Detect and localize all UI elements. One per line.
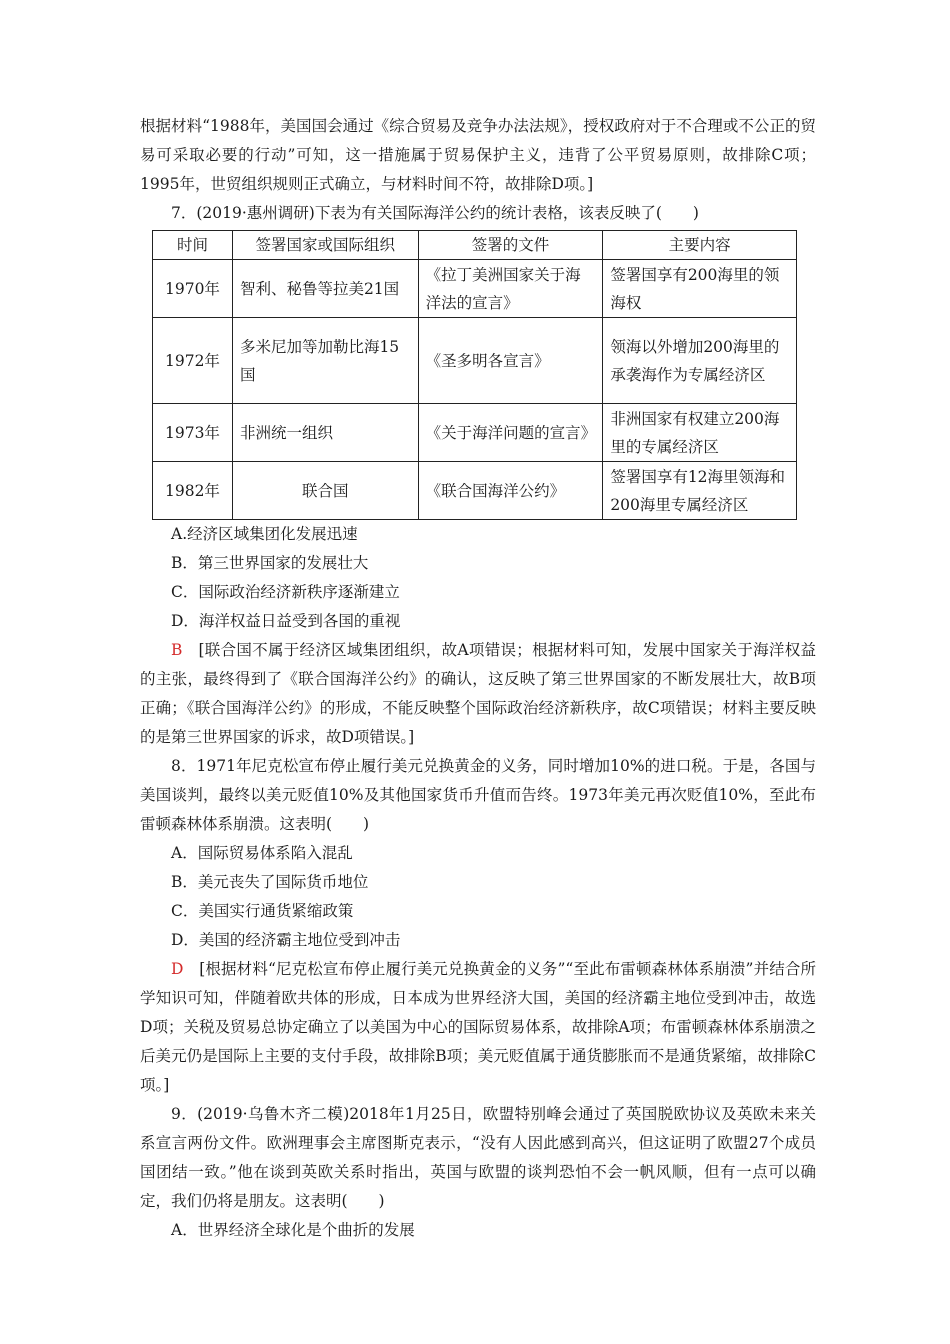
- q7-answer: [140, 636, 816, 752]
- cell-time: 1973年: [153, 404, 233, 462]
- table-row: [153, 260, 797, 318]
- cell-signatory: 多米尼加等加勒比海15国: [232, 318, 418, 404]
- q7-stem: 7．(2019·惠州调研)下表为有关国际海洋公约的统计表格，该表反映了( ): [171, 204, 699, 222]
- cell-signatory: 联合国: [232, 462, 418, 520]
- cell-document: 《圣多明各宣言》: [418, 318, 603, 404]
- cell-content: 领海以外增加200海里的承袭海作为专属经济区: [603, 318, 797, 404]
- cell-time: 1972年: [153, 318, 233, 404]
- q8-explanation: [根据材料“尼克松宣布停止履行美元兑换黄金的义务”“至此布雷顿森林体系崩溃”并结合所学知识可知，伴随着欧共体的形成，日本成为世界经济大国，美国的经济霸主地位受到冲击，故选D项；关税及贸易总协定确立了以美国为中心的国际贸易体系，故排除A项；布雷顿森林体系崩溃之后美元仍是国际上主要的支付手段，故排除B项；美元贬值属于通货膨胀而不是通货紧缩，故排除C项。]: [140, 960, 816, 1094]
- q7-option-d: D．海洋权益日益受到各国的重视: [171, 612, 401, 630]
- q7-option-c: C．国际政治经济新秩序逐渐建立: [171, 583, 400, 601]
- q9-stem: 9．(2019·乌鲁木齐二模)2018年1月25日，欧盟特别峰会通过了英国脱欧协议及英欧未来关系宣言两份文件。欧洲理事会主席图斯克表示，“没有人因此感到高兴，但这证明了欧盟27个成员国团结一致。”他在谈到英欧关系时指出，英国与欧盟的谈判恐怕不会一帆风顺，但有一点可以确定，我们仍将是朋友。这表明( ): [140, 1105, 816, 1210]
- q7-answer-letter: B: [171, 641, 183, 659]
- q9-option-a: A．世界经济全球化是个曲折的发展: [171, 1221, 415, 1239]
- header-time: 时间: [153, 231, 233, 260]
- header-signatory: 签署国家或国际组织: [232, 231, 418, 260]
- table-header-row: [153, 231, 797, 260]
- q8-option-d: D．美国的经济霸主地位受到冲击: [171, 931, 401, 949]
- header-content: 主要内容: [603, 231, 797, 260]
- cell-signatory: 智利、秘鲁等拉美21国: [232, 260, 418, 318]
- ocean-convention-table: [152, 230, 797, 520]
- q7-explanation: [联合国不属于经济区域集团组织，故A项错误；根据材料可知，发展中国家关于海洋权益的主张，最终得到了《联合国海洋公约》的确认，这反映了第三世界国家的不断发展壮大，故B项正确；《联合国海洋公约》的形成，不能反映整个国际政治经济新秩序，故C项错误；材料主要反映的是第三世界国家的诉求，故D项错误。]: [140, 641, 816, 746]
- table-row: [153, 318, 797, 404]
- cell-content: 签署国享有200海里的领海权: [603, 260, 797, 318]
- cell-time: 1982年: [153, 462, 233, 520]
- q7-option-a: A.经济区域集团化发展迅速: [171, 525, 358, 543]
- q7-option-b: B．第三世界国家的发展壮大: [171, 554, 369, 572]
- cell-signatory: 非洲统一组织: [232, 404, 418, 462]
- q8-stem: 8．1971年尼克松宣布停止履行美元兑换黄金的义务，同时增加10%的进口税。于是，各国与美国谈判，最终以美元贬值10%及其他国家货币升值而告终。1973年美元再次贬值10%，至此布雷顿森林体系崩溃。这表明( ): [140, 757, 816, 833]
- document-page: [140, 112, 816, 1245]
- cell-document: 《拉丁美洲国家关于海洋法的宣言》: [418, 260, 603, 318]
- cell-content: 非洲国家有权建立200海里的专属经济区: [603, 404, 797, 462]
- q8-answer: [140, 955, 816, 1100]
- cell-content: 签署国享有12海里领海和200海里专属经济区: [603, 462, 797, 520]
- q8-option-a: A．国际贸易体系陷入混乱: [171, 844, 353, 862]
- cell-document: 《关于海洋问题的宣言》: [418, 404, 603, 462]
- intro-explanation: 根据材料“1988年，美国国会通过《综合贸易及竞争办法法规》，授权政府对于不合理或不公正的贸易可采取必要的行动”可知，这一措施属于贸易保护主义，违背了公平贸易原则，故排除C项；1995年，世贸组织规则正式确立，与材料时间不符，故排除D项。]: [140, 117, 816, 193]
- cell-document: 《联合国海洋公约》: [418, 462, 603, 520]
- table-row: [153, 462, 797, 520]
- q8-answer-letter: D: [171, 960, 184, 978]
- q8-option-b: B．美元丧失了国际货币地位: [171, 873, 369, 891]
- q8-option-c: C．美国实行通货紧缩政策: [171, 902, 354, 920]
- table-row: [153, 404, 797, 462]
- cell-time: 1970年: [153, 260, 233, 318]
- header-document: 签署的文件: [418, 231, 603, 260]
